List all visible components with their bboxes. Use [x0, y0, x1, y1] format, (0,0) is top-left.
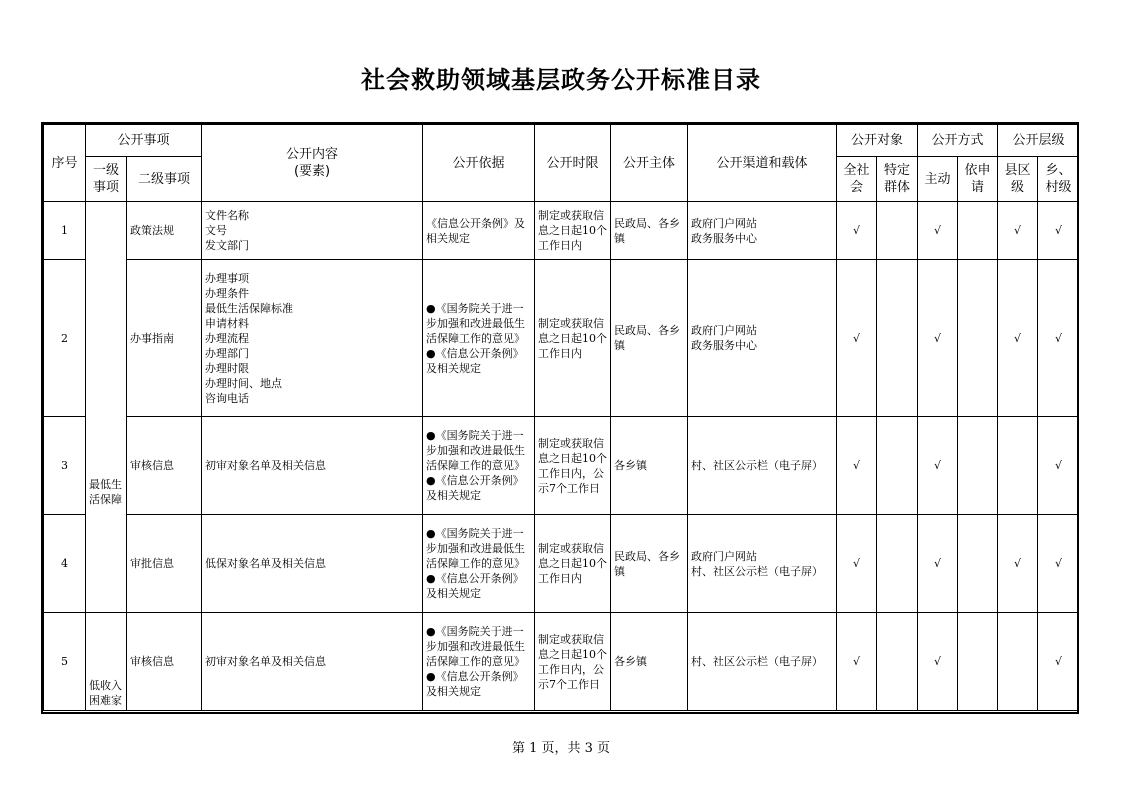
check-request [958, 202, 998, 260]
header-method-request: 依申请 [958, 157, 998, 202]
table-row [44, 613, 1080, 711]
row-basis [423, 202, 535, 260]
header-content: 公开内容 (要素) [202, 125, 423, 202]
row-content [202, 260, 423, 417]
check-specific [877, 260, 918, 417]
row-level2: 政策法规 [127, 202, 202, 260]
basis-item: ●《国务院关于进一步加强和改进最低生活保障工作的意见》 [426, 625, 526, 668]
header-level-county: 县区级 [998, 157, 1038, 202]
content-item: 办理时间、地点 [205, 376, 283, 390]
content-item: 办理条件 [205, 286, 250, 300]
content-item: 最低生活保障标准 [205, 301, 294, 315]
channel-item: 政府门户网站 [691, 216, 758, 230]
row-subject: 民政局、各乡镇 [611, 202, 688, 260]
channel-item: 村、社区公示栏（电子屏） [691, 459, 824, 472]
header-level-village: 乡、村级 [1038, 157, 1079, 202]
check-all: √ [837, 613, 877, 711]
header-target-all: 全社会 [837, 157, 877, 202]
check-all: √ [837, 202, 877, 260]
header-level: 公开层级 [998, 125, 1079, 157]
page-footer: 第 1 页，共 3 页 [511, 741, 611, 756]
row-deadline: 制定或获取信息之日起10个工作日内 [535, 260, 611, 417]
check-county: √ [998, 515, 1038, 613]
check-active: √ [918, 515, 958, 613]
row-basis [423, 417, 535, 515]
check-request [958, 515, 998, 613]
row-level2: 审批信息 [127, 515, 202, 613]
row-channel [688, 417, 837, 515]
check-county [998, 613, 1038, 711]
row-basis [423, 613, 535, 711]
content-item: 申请材料 [205, 316, 250, 330]
basis-item: ●《国务院关于进一步加强和改进最低生活保障工作的意见》 [426, 301, 526, 345]
check-all: √ [837, 260, 877, 417]
check-village: √ [1038, 613, 1079, 711]
row-deadline: 制定或获取信息之日起10个工作日内 [535, 202, 611, 260]
table-row [44, 417, 1080, 515]
basis-item: ●《信息公开条例》及相关规定 [426, 474, 524, 502]
channel-item: 政务服务中心 [691, 231, 758, 245]
check-all: √ [837, 417, 877, 515]
check-village: √ [1038, 417, 1079, 515]
row-level2: 审核信息 [127, 417, 202, 515]
channel-item: 政府门户网站 [691, 549, 758, 563]
table-row [44, 515, 1080, 613]
catalog-table [43, 124, 1079, 711]
row-channel [688, 515, 837, 613]
content-item: 办理时限 [205, 361, 250, 375]
row-level2: 审核信息 [127, 613, 202, 711]
content-item: 咨询电话 [205, 391, 250, 405]
row-basis [423, 260, 535, 417]
content-item: 低保对象名单及相关信息 [205, 557, 327, 570]
check-village: √ [1038, 202, 1079, 260]
check-county: √ [998, 260, 1038, 417]
row-subject: 各乡镇 [611, 417, 688, 515]
header-seq: 序号 [44, 125, 86, 202]
check-request [958, 613, 998, 711]
header-channel: 公开渠道和载体 [688, 125, 837, 202]
row-seq: 3 [44, 417, 86, 515]
check-specific [877, 515, 918, 613]
category-cell: 最低生活保障 [86, 202, 127, 613]
check-active: √ [918, 202, 958, 260]
check-village: √ [1038, 515, 1079, 613]
check-specific [877, 613, 918, 711]
content-item: 文号 [205, 224, 228, 237]
header-level1: 一级事项 [86, 157, 127, 202]
check-specific [877, 202, 918, 260]
check-request [958, 417, 998, 515]
row-channel [688, 260, 837, 417]
row-basis [423, 515, 535, 613]
content-item: 初审对象名单及相关信息 [205, 655, 327, 668]
check-all: √ [837, 515, 877, 613]
check-village: √ [1038, 260, 1079, 417]
content-item: 办理流程 [205, 331, 250, 345]
basis-item: ●《信息公开条例》及相关规定 [426, 572, 524, 600]
table-header [44, 125, 1080, 202]
row-deadline: 制定或获取信息之日起10个工作日内 [535, 515, 611, 613]
header-target-specific: 特定群体 [877, 157, 918, 202]
row-content [202, 202, 423, 260]
table-row [44, 202, 1080, 260]
header-level2: 二级事项 [127, 157, 202, 202]
row-content [202, 417, 423, 515]
check-request [958, 260, 998, 417]
content-item: 发文部门 [205, 239, 250, 252]
row-seq: 2 [44, 260, 86, 417]
row-seq: 1 [44, 202, 86, 260]
row-level2: 办事指南 [127, 260, 202, 417]
channel-item: 政务服务中心 [691, 339, 758, 352]
row-deadline: 制定或获取信息之日起10个工作日内，公示7个工作日 [535, 613, 611, 711]
check-specific [877, 417, 918, 515]
row-channel [688, 613, 837, 711]
header-method: 公开方式 [918, 125, 998, 157]
basis-item: ●《国务院关于进一步加强和改进最低生活保障工作的意见》 [426, 527, 526, 570]
header-basis: 公开依据 [423, 125, 535, 202]
row-seq: 4 [44, 515, 86, 613]
table-body [44, 202, 1080, 711]
row-subject: 民政局、各乡镇 [611, 515, 688, 613]
check-active: √ [918, 613, 958, 711]
basis-item: 《信息公开条例》及相关规定 [426, 216, 526, 245]
category-cell: 低收入困难家 [86, 613, 127, 711]
row-channel [688, 202, 837, 260]
check-county: √ [998, 202, 1038, 260]
page-title: 社会救助领域基层政务公开标准目录 [361, 66, 761, 94]
content-item: 文件名称 [205, 209, 250, 222]
check-active: √ [918, 260, 958, 417]
catalog-table-wrapper [41, 122, 1079, 714]
header-items: 公开事项 [86, 125, 202, 157]
channel-item: 村、社区公示栏（电子屏） [691, 655, 824, 668]
header-deadline: 公开时限 [535, 125, 611, 202]
check-active: √ [918, 417, 958, 515]
basis-item: ●《信息公开条例》及相关规定 [426, 346, 524, 375]
row-subject: 各乡镇 [611, 613, 688, 711]
row-content [202, 515, 423, 613]
header-subject: 公开主体 [611, 125, 688, 202]
basis-item: ●《信息公开条例》及相关规定 [426, 670, 524, 698]
content-item: 初审对象名单及相关信息 [205, 459, 327, 472]
row-content [202, 613, 423, 711]
channel-item: 政府门户网站 [691, 324, 758, 337]
channel-item: 村、社区公示栏（电子屏） [691, 564, 824, 578]
row-deadline: 制定或获取信息之日起10个工作日内，公示7个工作日 [535, 417, 611, 515]
row-subject: 民政局、各乡镇 [611, 260, 688, 417]
header-method-active: 主动 [918, 157, 958, 202]
content-item: 办理事项 [205, 271, 250, 285]
basis-item: ●《国务院关于进一步加强和改进最低生活保障工作的意见》 [426, 429, 526, 472]
content-item: 办理部门 [205, 346, 250, 360]
check-county [998, 417, 1038, 515]
row-seq: 5 [44, 613, 86, 711]
header-target: 公开对象 [837, 125, 918, 157]
table-row [44, 260, 1080, 417]
